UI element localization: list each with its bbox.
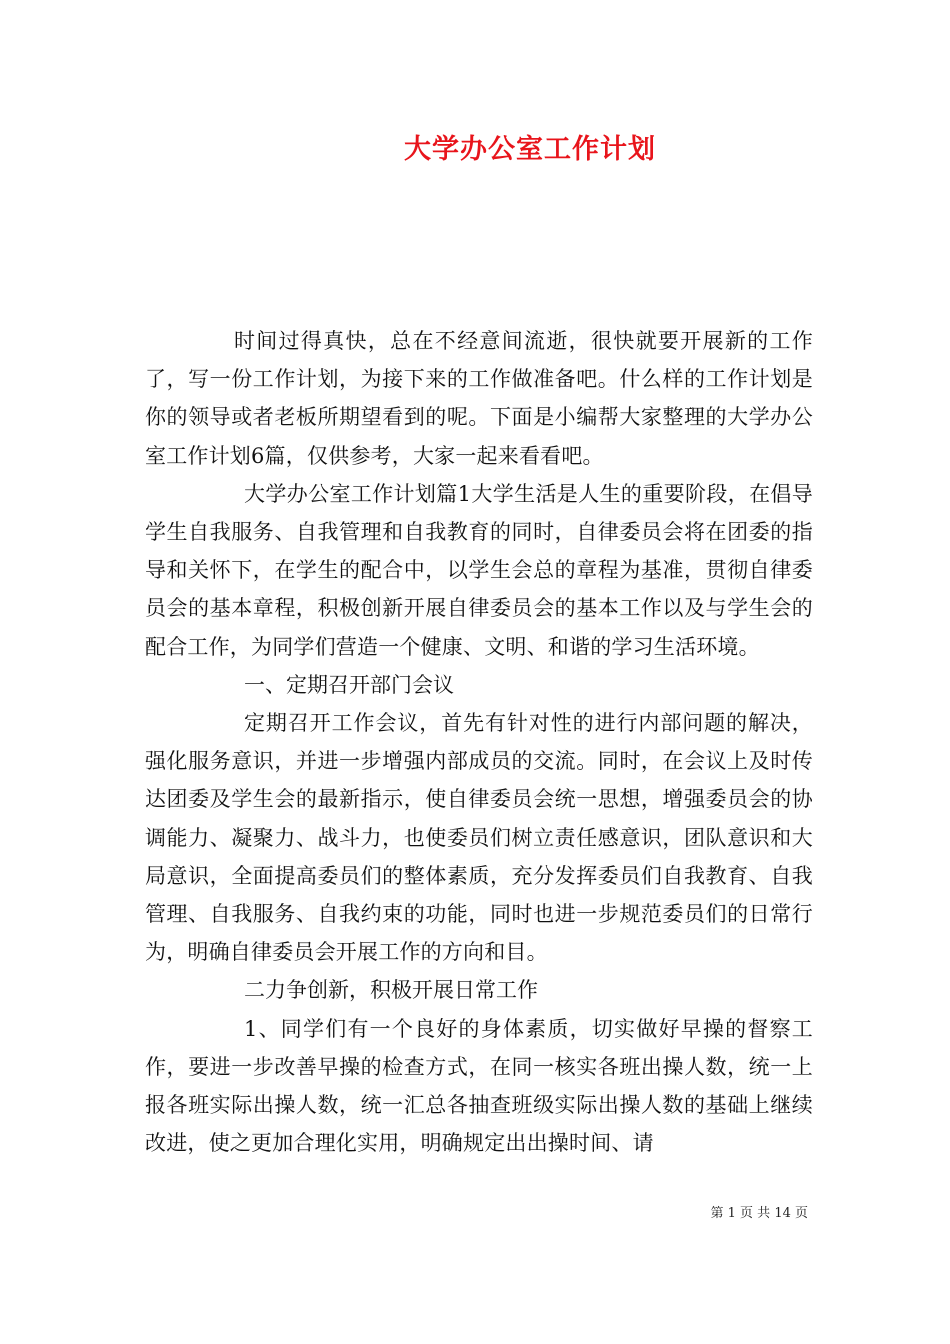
daily-work-paragraph: 1、同学们有一个良好的身体素质，切实做好早操的督察工作，要进一步改善早操的检查方式，在同一核实各班出操人数，统一上报各班实际出操人数，统一汇总各抽查班级实际出操人数的基础上继续改进，使之更加合理化实用，明确规定出出操时间、请 [145, 1016, 813, 1156]
section-1-paragraph: 大学办公室工作计划篇1大学生活是人生的重要阶段，在倡导学生自我服务、自我管理和自我教育的同时，自律委员会将在团委的指导和关怀下，在学生的配合中，以学生会总的章程为基准，贯彻自律委员会的基本章程，积极创新开展自律委员会的基本工作以及与学生会的配合工作，为同学们营造一个健康、文明、和谐的学习生活环境。 [145, 481, 813, 659]
subheading-daily-work: 二力争创新，积极开展日常工作 [244, 978, 538, 1003]
page-number: 第 1 页 共 14 页 [710, 1206, 808, 1221]
document-title: 大学办公室工作计划 [404, 134, 656, 165]
meetings-paragraph: 定期召开工作会议，首先有针对性的进行内部问题的解决，强化服务意识，并进一步增强内部成员的交流。同时，在会议上及时传达团委及学生会的最新指示，使自律委员会统一思想，增强委员会的协调能力、凝聚力、战斗力，也使委员们树立责任感意识，团队意识和大局意识，全面提高委员们的整体素质，充分发挥委员们自我教育、自我管理、自我服务、自我约束的功能，同时也进一步规范委员们的日常行为，明确自律委员会开展工作的方向和目。 [145, 711, 813, 965]
document-body [145, 322, 813, 1162]
intro-paragraph: 时间过得真快，总在不经意间流逝，很快就要开展新的工作了，写一份工作计划，为接下来的工作做准备吧。什么样的工作计划是你的领导或者老板所期望看到的呢。下面是小编帮大家整理的大学办公室工作计划6篇，仅供参考，大家一起来看看吧。 [145, 329, 813, 468]
subheading-meetings: 一、定期召开部门会议 [244, 672, 454, 697]
